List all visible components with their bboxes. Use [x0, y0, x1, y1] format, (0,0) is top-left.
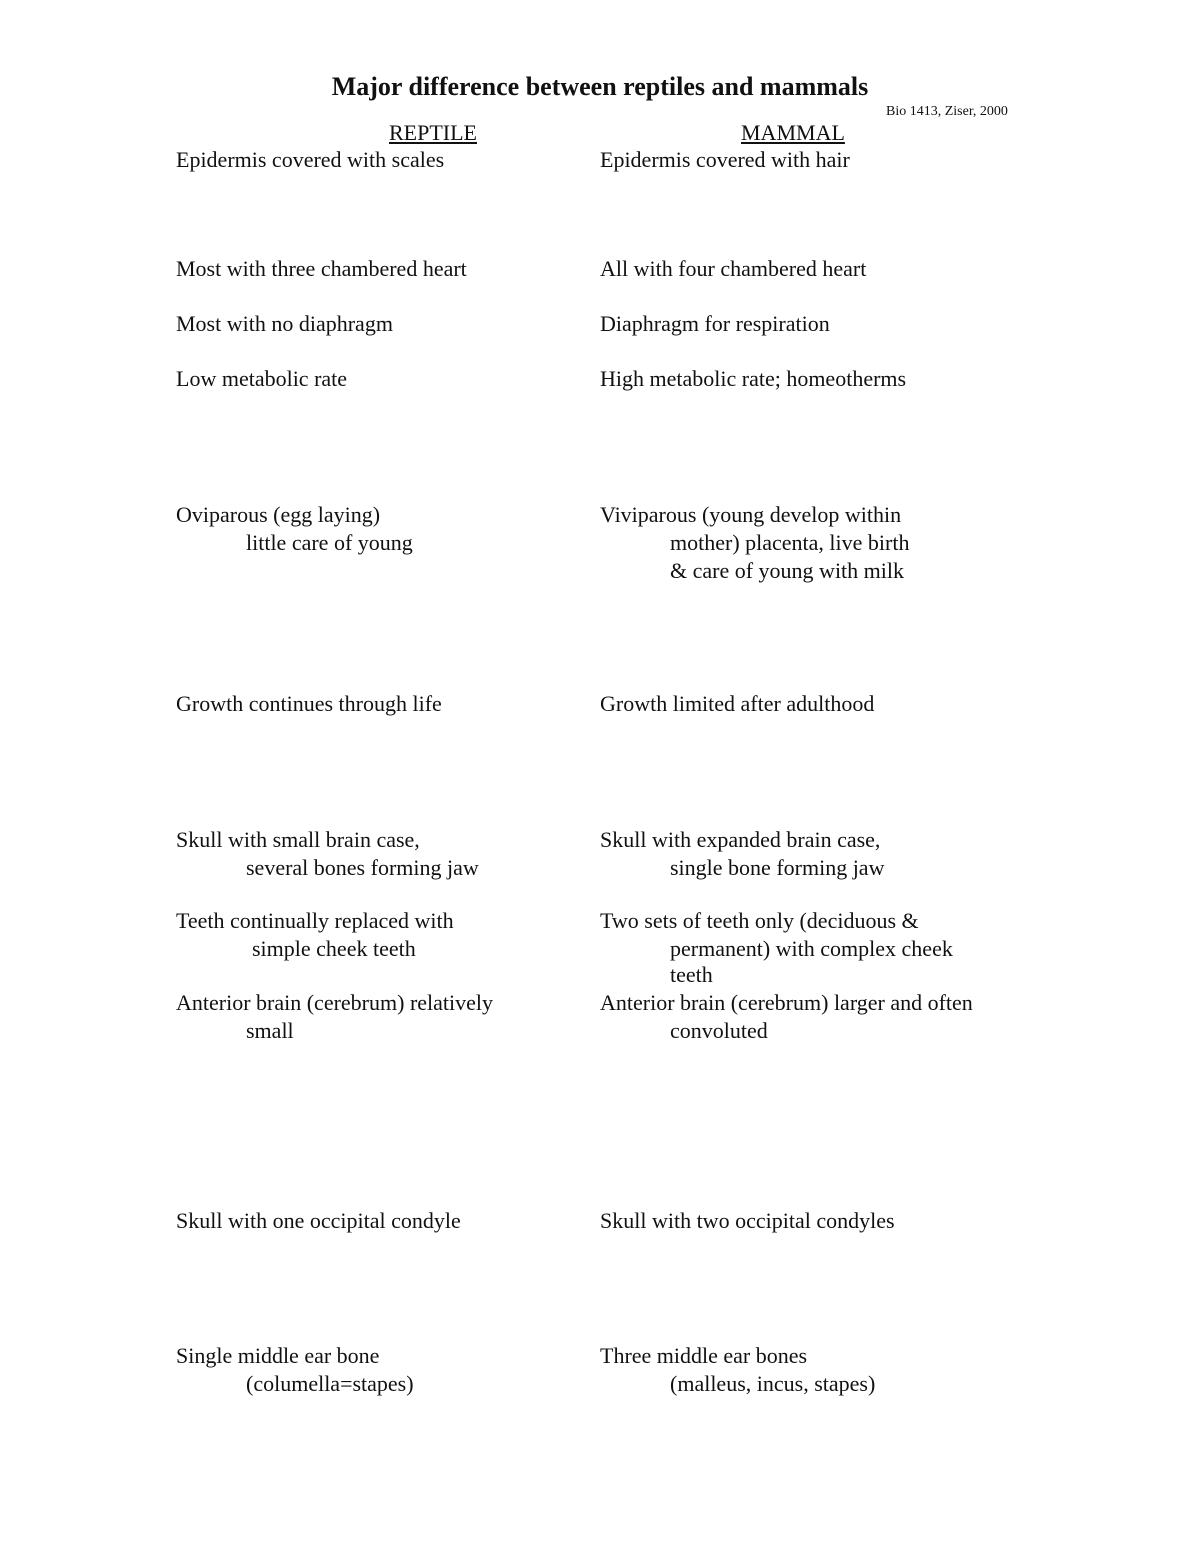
mammal-trait — [600, 690, 874, 718]
trait-line: Skull with one occipital condyle — [176, 1208, 461, 1233]
reptile-trait — [176, 826, 479, 882]
trait-line: Single middle ear bone — [176, 1343, 380, 1368]
trait-line: Diaphragm for respiration — [600, 311, 830, 336]
trait-line-continued: & care of young with milk — [670, 558, 905, 583]
trait-line: Teeth continually replaced with — [176, 908, 454, 933]
reptile-trait — [176, 255, 467, 283]
page-title: Major difference between reptiles and mammals — [331, 72, 869, 101]
trait-line-continued: single bone forming jaw — [670, 855, 885, 880]
trait-line: Three middle ear bones — [600, 1343, 808, 1368]
trait-line: High metabolic rate; homeotherms — [600, 366, 907, 391]
trait-line-continued: several bones forming jaw — [246, 855, 479, 880]
mammal-trait — [600, 826, 884, 882]
trait-line: Skull with small brain case, — [176, 827, 420, 852]
trait-line-continued: (malleus, incus, stapes) — [670, 1371, 876, 1396]
trait-line-continued: (columella=stapes) — [246, 1371, 414, 1396]
column-header-reptile: REPTILE — [389, 120, 477, 145]
trait-line: Growth limited after adulthood — [600, 691, 875, 716]
trait-line: Anterior brain (cerebrum) relatively — [176, 990, 494, 1015]
mammal-trait — [600, 365, 906, 393]
reptile-trait — [176, 146, 444, 174]
trait-line: Low metabolic rate — [176, 366, 348, 391]
citation: Bio 1413, Ziser, 2000 — [886, 104, 1008, 119]
reptile-trait — [176, 1207, 461, 1235]
mammal-trait — [600, 146, 850, 174]
trait-line: Two sets of teeth only (deciduous & — [600, 908, 919, 933]
trait-line: Most with no diaphragm — [176, 311, 393, 336]
trait-line-continued: small — [246, 1018, 294, 1043]
mammal-trait — [600, 310, 830, 338]
reptile-trait — [176, 310, 393, 338]
trait-line-continued: simple cheek teeth — [252, 936, 416, 961]
mammal-trait — [600, 1342, 875, 1398]
mammal-trait — [600, 255, 866, 283]
mammal-trait — [600, 907, 953, 987]
column-header-mammal: MAMMAL — [741, 120, 845, 145]
trait-line: Epidermis covered with hair — [600, 147, 850, 172]
trait-line-continued: permanent) with complex cheek — [670, 936, 953, 961]
reptile-trait — [176, 365, 347, 393]
trait-line-continued: mother) placenta, live birth — [670, 530, 910, 555]
reptile-trait — [176, 690, 442, 718]
trait-line-continued: little care of young — [246, 530, 413, 555]
trait-line: Anterior brain (cerebrum) larger and often — [600, 990, 973, 1015]
reptile-trait — [176, 1342, 414, 1398]
reptile-trait — [176, 501, 413, 557]
mammal-trait — [600, 501, 909, 585]
trait-line: Skull with expanded brain case, — [600, 827, 881, 852]
trait-line: Growth continues through life — [176, 691, 442, 716]
trait-line: Oviparous (egg laying) — [176, 502, 381, 527]
trait-line: Most with three chambered heart — [176, 256, 467, 281]
trait-line: Viviparous (young develop within — [600, 502, 902, 527]
mammal-trait — [600, 989, 973, 1045]
trait-line: All with four chambered heart — [600, 256, 867, 281]
reptile-trait — [176, 907, 454, 963]
reptile-trait — [176, 989, 493, 1045]
trait-line-continued: convoluted — [670, 1018, 768, 1043]
mammal-trait — [600, 1207, 895, 1235]
trait-line: Epidermis covered with scales — [176, 147, 445, 172]
trait-line: Skull with two occipital condyles — [600, 1208, 895, 1233]
trait-line-continued: teeth — [670, 962, 713, 987]
